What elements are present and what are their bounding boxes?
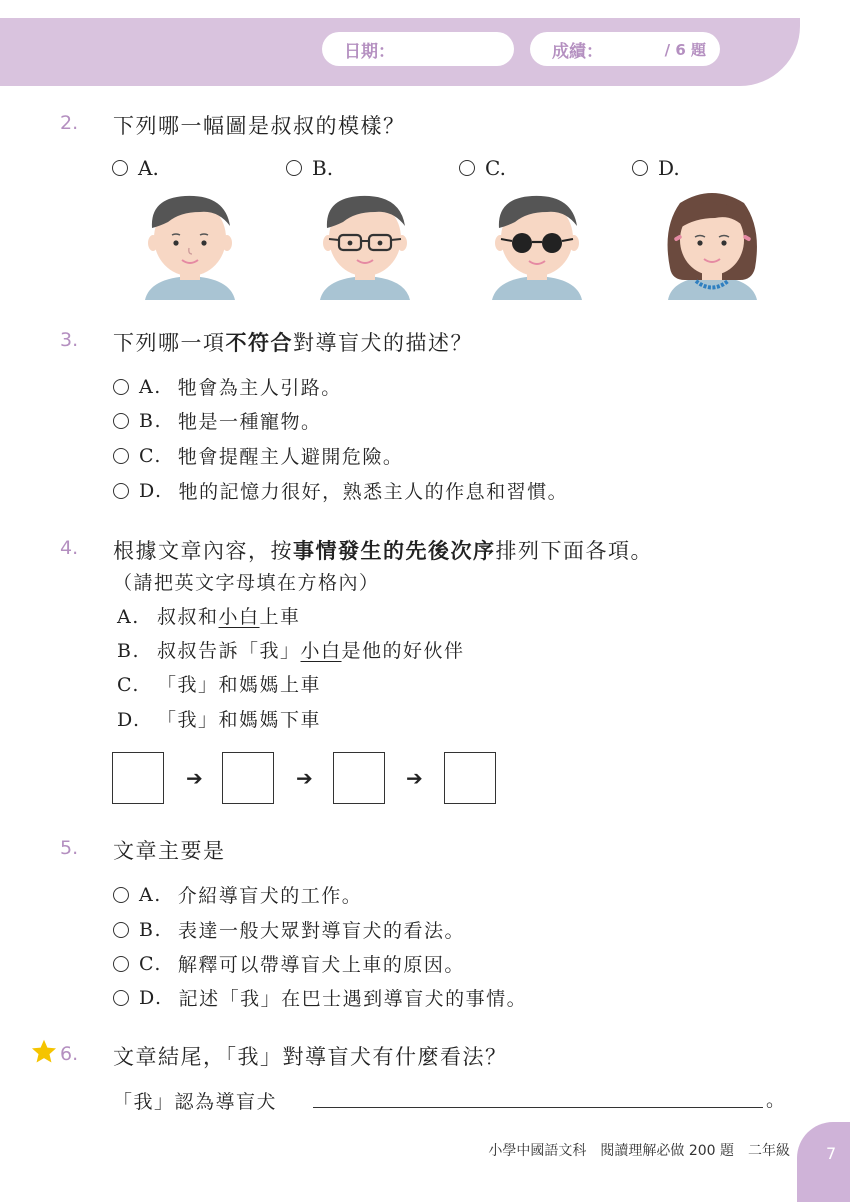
radio-button[interactable]	[113, 956, 129, 972]
radio-button[interactable]	[286, 160, 302, 176]
arrow-right-icon: ➔	[296, 766, 313, 790]
star-icon	[30, 1038, 58, 1066]
question-number: 2.	[60, 112, 79, 134]
man-with-sunglasses-icon	[487, 188, 587, 303]
question-6-text: 文章結尾，「我」對導盲犬有什麼看法？	[113, 1045, 508, 1069]
answer-line[interactable]	[313, 1107, 763, 1108]
radio-button[interactable]	[113, 990, 129, 1006]
q2-option-b[interactable]: B.	[286, 156, 333, 180]
q3-option-d[interactable]: D. 牠的記憶力很好，熟悉主人的作息和習慣。	[113, 477, 568, 504]
q3-option-b[interactable]: B. 牠是一種寵物。	[113, 407, 322, 434]
book-title: 小學中國語文科 閱讀理解必做 200 題 二年級	[488, 1143, 790, 1159]
answer-box-1[interactable]	[112, 752, 164, 804]
question-5-text: 文章主要是	[113, 839, 226, 863]
question-3-text: 下列哪一項不符合對導盲犬的描述？	[113, 330, 473, 355]
question-number: 6.	[60, 1043, 79, 1065]
q5-option-b[interactable]: B. 表達一般大眾對導盲犬的看法。	[113, 916, 465, 943]
score-total: / 6 題	[664, 40, 706, 59]
question-2-text: 下列哪一幅圖是叔叔的模樣？	[113, 114, 406, 138]
q4-item-b: B. 叔叔告訴「我」小白是他的好伙伴	[117, 640, 465, 662]
man-with-glasses-icon	[315, 188, 415, 303]
q5-option-d[interactable]: D. 記述「我」在巴士遇到導盲犬的事情。	[113, 984, 527, 1011]
radio-button[interactable]	[632, 160, 648, 176]
q5-option-c[interactable]: C. 解釋可以帶導盲犬上車的原因。	[113, 950, 465, 977]
question-number: 4.	[60, 537, 79, 559]
date-field[interactable]	[322, 32, 514, 66]
question-4-text: 根據文章內容，按事情發生的先後次序排列下面各項。	[113, 538, 653, 563]
q2-option-a[interactable]: A.	[112, 156, 159, 180]
q4-item-a: A. 叔叔和小白上車	[117, 606, 301, 628]
radio-button[interactable]	[113, 448, 129, 464]
arrow-right-icon: ➔	[406, 766, 423, 790]
radio-button[interactable]	[113, 483, 129, 499]
q3-option-c[interactable]: C. 牠會提醒主人避開危險。	[113, 442, 403, 469]
woman-with-necklace-icon	[660, 188, 765, 303]
q6-answer-suffix: 。	[766, 1089, 787, 1111]
radio-button[interactable]	[113, 922, 129, 938]
score-field[interactable]	[530, 32, 720, 66]
radio-button[interactable]	[459, 160, 475, 176]
q2-option-d[interactable]: D.	[632, 156, 680, 180]
question-number: 5.	[60, 837, 79, 859]
page-tab	[797, 1122, 850, 1202]
q4-instruction: （請把英文字母填在方格內）	[113, 572, 380, 594]
score-label: 成績：	[552, 41, 603, 62]
answer-box-3[interactable]	[333, 752, 385, 804]
question-number: 3.	[60, 329, 79, 351]
q6-answer-prefix: 「我」認為導盲犬	[113, 1091, 278, 1113]
q4-item-d: D. 「我」和媽媽下車	[117, 709, 322, 731]
answer-box-4[interactable]	[444, 752, 496, 804]
radio-button[interactable]	[113, 379, 129, 395]
man-plain-icon	[140, 188, 240, 303]
q4-item-c: C. 「我」和媽媽上車	[117, 674, 322, 696]
q5-option-a[interactable]: A. 介紹導盲犬的工作。	[113, 881, 362, 908]
radio-button[interactable]	[113, 413, 129, 429]
page-number: 7	[826, 1144, 837, 1163]
q3-option-a[interactable]: A. 牠會為主人引路。	[113, 373, 342, 400]
radio-button[interactable]	[113, 887, 129, 903]
answer-box-2[interactable]	[222, 752, 274, 804]
arrow-right-icon: ➔	[186, 766, 203, 790]
date-label: 日期：	[344, 41, 395, 62]
q2-option-c[interactable]: C.	[459, 156, 506, 180]
radio-button[interactable]	[112, 160, 128, 176]
